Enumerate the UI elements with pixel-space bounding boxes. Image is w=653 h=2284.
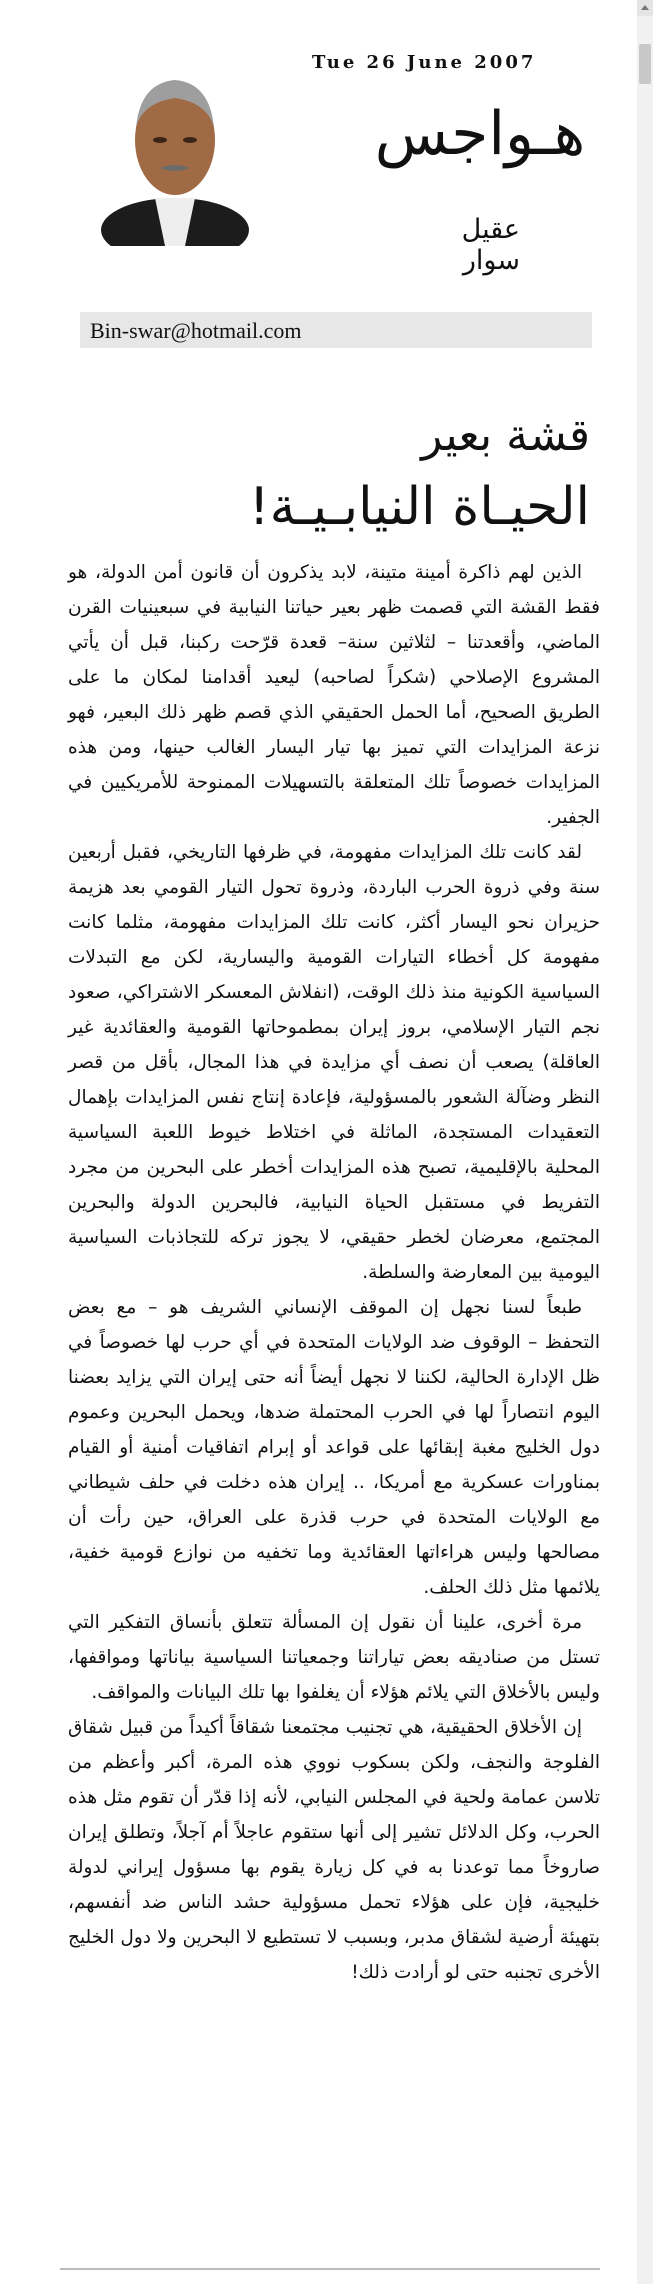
- vertical-scrollbar[interactable]: [637, 0, 653, 2284]
- article-paragraph: طبعاً لسنا نجهل إن الموقف الإنساني الشريف هو – مع بعض التحفظ – الوقوف ضد الولايات المتحدة في أي حرب لها خصوصاً في ظل الإدارة الحالية، لكننا لا نجهل أيضاً أنه حتى إيران التي يزايد بعضنا اليوم انتصاراً لها في الحرب المحتملة ضدها، ويحمل البحرين وعموم دول الخليج مغبة إبقائها على قواعد أو إبرام اتفاقيات أمنية أو القيام بمناورات عسكرية مع أمريكا، .. إيران هذه دخلت في حلف شيطاني مع الولايات المتحدة في حرب قذرة على العراق، حين رأت أن مصالحها وليس هراءاتها العقائدية وما تخفيه من نوازع قومية خفية، يلائمها مثل ذلك الحلف.: [68, 1297, 600, 1598]
- article-paragraph: مرة أخرى، علينا أن نقول إن المسألة تتعلق بأنساق التفكير التي تستل من صناديقه بعض تياراتنا وجمعياتنا السياسية بياناتها ومواقفها، وليس بالأخلاق التي يلائم هؤلاء أن يغلفوا بها تلك البيانات والمواقف.: [68, 1612, 600, 1703]
- article-paragraph: الذين لهم ذاكرة أمينة متينة، لابد يذكرون أن قانون أمن الدولة، هو فقط القشة التي قصمت ظهر بعير حياتنا النيابية في سبعينيات القرن الماضي، وأقعدتنا – لثلاثين سنة– قعدة قرّحت ركبنا، قبل أن يأتي المشروع الإصلاحي (شكراً لصاحبه) ليعيد أقدامنا لمكان ما على الطريق الصحيح، أما الحمل الحقيقي الذي قصم ظهر ذلك البعير، فهو نزعة المزايدات التي تميز بها تيار اليسار الغالب حينها، ومن هذه المزايدات خصوصاً تلك المتعلقة بالتسهيلات الممنوحة للأمريكيين في الجفير.: [68, 562, 600, 828]
- author-name: عقيل سوار: [461, 214, 520, 276]
- headline-line-2: الحيـاة النيابـيـة!: [248, 477, 590, 537]
- column-title: هـواجس: [374, 99, 586, 169]
- author-email[interactable]: Bin-swar@hotmail.com: [90, 318, 302, 343]
- bottom-divider: [60, 2268, 600, 2270]
- article-body: [68, 555, 600, 1990]
- publication-date: Tue 26 June 2007: [312, 52, 537, 73]
- article-paragraph: لقد كانت تلك المزايدات مفهومة، في ظرفها التاريخي، فقبل أربعين سنة وفي ذروة الحرب الباردة، وذروة تحول التيار القومي بعد هزيمة حزيران نحو اليسار أكثر، كانت تلك المزايدات مفهومة، مثلما كانت مفهومة كل أخطاء التيارات القومية واليسارية، لكن مع التبدلات السياسية الكونية منذ ذلك الوقت، (انفلاش المعسكر الاشتراكي، صعود نجم التيار الإسلامي، بروز إيران بمطموحاتها القومية والعقائدية غير العاقلة) يصعب أن نصف أي مزايدة في هذا المجال، بأقل من قصر النظر وضآلة الشعور بالمسؤولية، فإعادة إنتاج نفس المزايدات بإهمال التعقيدات المستجدة، الماثلة في اختلاط خيوط اللعبة السياسية المحلية بالإقليمية، تصبح هذه المزايدات أخطر على البحرين من مجرد التفريط في مستقبل الحياة النيابية، فالبحرين الدولة والبحرين المجتمع، معرضان لخطر حقيقي، لا يجوز تركه للتجاذبات السياسية اليومية بين المعارضة والسلطة.: [68, 842, 600, 1283]
- article-paragraph: إن الأخلاق الحقيقية، هي تجنيب مجتمعنا شقاقاً أكيداً من قبيل شقاق الفلوجة والنجف، ولكن بسكوب نووي هذه المرة، أكبر وأعظم من تلاسن عمامة ولحية في المجلس النيابي، لأنه إذا قدّر أن تقوم مثل هذه الحرب، وكل الدلائل تشير إلى أنها ستقوم عاجلاً أم آجلاً، وتطلق إيران صاروخاً مما توعدنا به في كل زيارة يقوم بها مسؤول إيراني لدولة خليجية، فإن على هؤلاء تحمل مسؤولية حشد الناس ضد أنفسهم، بتهيئة أرضية لشقاق مدبر، وبسبب لا تستطيع لا البحرين ولا دول الخليج الأخرى تجنبه حتى لو أرادت ذلك!: [68, 1717, 600, 1983]
- author-photo: [100, 58, 250, 246]
- scroll-thumb[interactable]: [639, 44, 651, 84]
- scroll-up-arrow-icon[interactable]: [637, 0, 653, 16]
- headline-line-1: قشة بعير: [421, 410, 590, 461]
